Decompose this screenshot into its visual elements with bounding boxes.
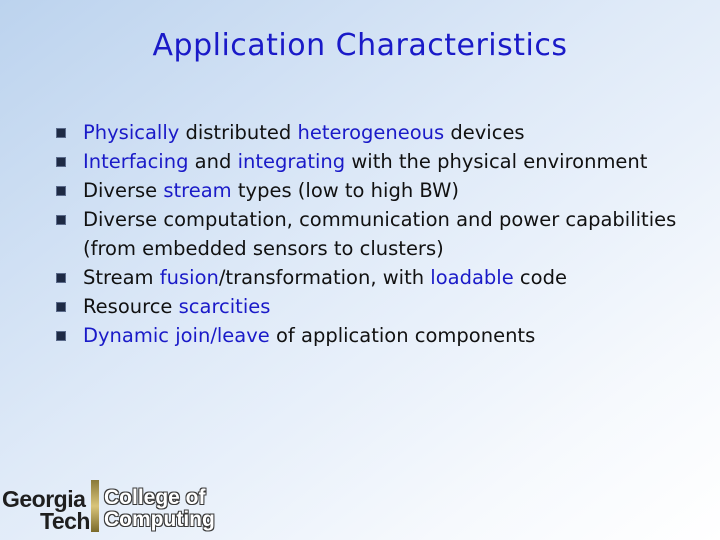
highlighted-term: Interfacing (83, 150, 189, 173)
bullet-item (50, 147, 690, 176)
bullet-item (50, 118, 690, 147)
bullet-item (50, 263, 690, 292)
bullet-text: Diverse computation, communication and power capabilities (from embedded sensors to clusters) (83, 208, 677, 260)
bullet-text: Resource (83, 295, 179, 318)
bullet-item (50, 321, 690, 350)
bullet-text: /transformation, with (218, 266, 431, 289)
bullet-text: devices (444, 121, 525, 144)
highlighted-term: stream (163, 179, 232, 202)
bullet-square-icon (56, 215, 66, 225)
slide-title: Application Characteristics (152, 28, 568, 63)
bullet-square-icon (56, 302, 66, 312)
bullet-text: with the physical environment (345, 150, 648, 173)
logo-georgia-text: Georgia (2, 486, 86, 512)
highlighted-term: heterogeneous (297, 121, 445, 144)
logo-college-of-text: College of (104, 486, 206, 509)
bullet-square-icon (56, 157, 66, 167)
bullet-square-icon (56, 128, 66, 138)
highlighted-term: loadable (430, 266, 514, 289)
logo-tech-text: Tech (40, 508, 90, 534)
bullet-item (50, 205, 690, 263)
bullet-text: Diverse (83, 179, 164, 202)
bullet-text: distributed (179, 121, 298, 144)
logo-computing-text: Computing (104, 508, 215, 531)
bullet-text: and (188, 150, 238, 173)
highlighted-term: fusion (159, 266, 219, 289)
bullet-text: of application components (269, 324, 536, 347)
bullet-item (50, 292, 690, 321)
logo-gold-bar (91, 480, 99, 532)
bullet-square-icon (56, 273, 66, 283)
georgia-tech-logo (0, 472, 220, 536)
highlighted-term: scarcities (178, 295, 271, 318)
bullet-text: types (low to high BW) (231, 179, 459, 202)
highlighted-term: Dynamic join/leave (83, 324, 270, 347)
bullet-text: Stream (83, 266, 160, 289)
highlighted-term: integrating (237, 150, 346, 173)
highlighted-term: Physically (83, 121, 180, 144)
bullet-list (50, 118, 690, 350)
bullet-square-icon (56, 331, 66, 341)
bullet-square-icon (56, 186, 66, 196)
bullet-item (50, 176, 690, 205)
bullet-text: code (513, 266, 567, 289)
